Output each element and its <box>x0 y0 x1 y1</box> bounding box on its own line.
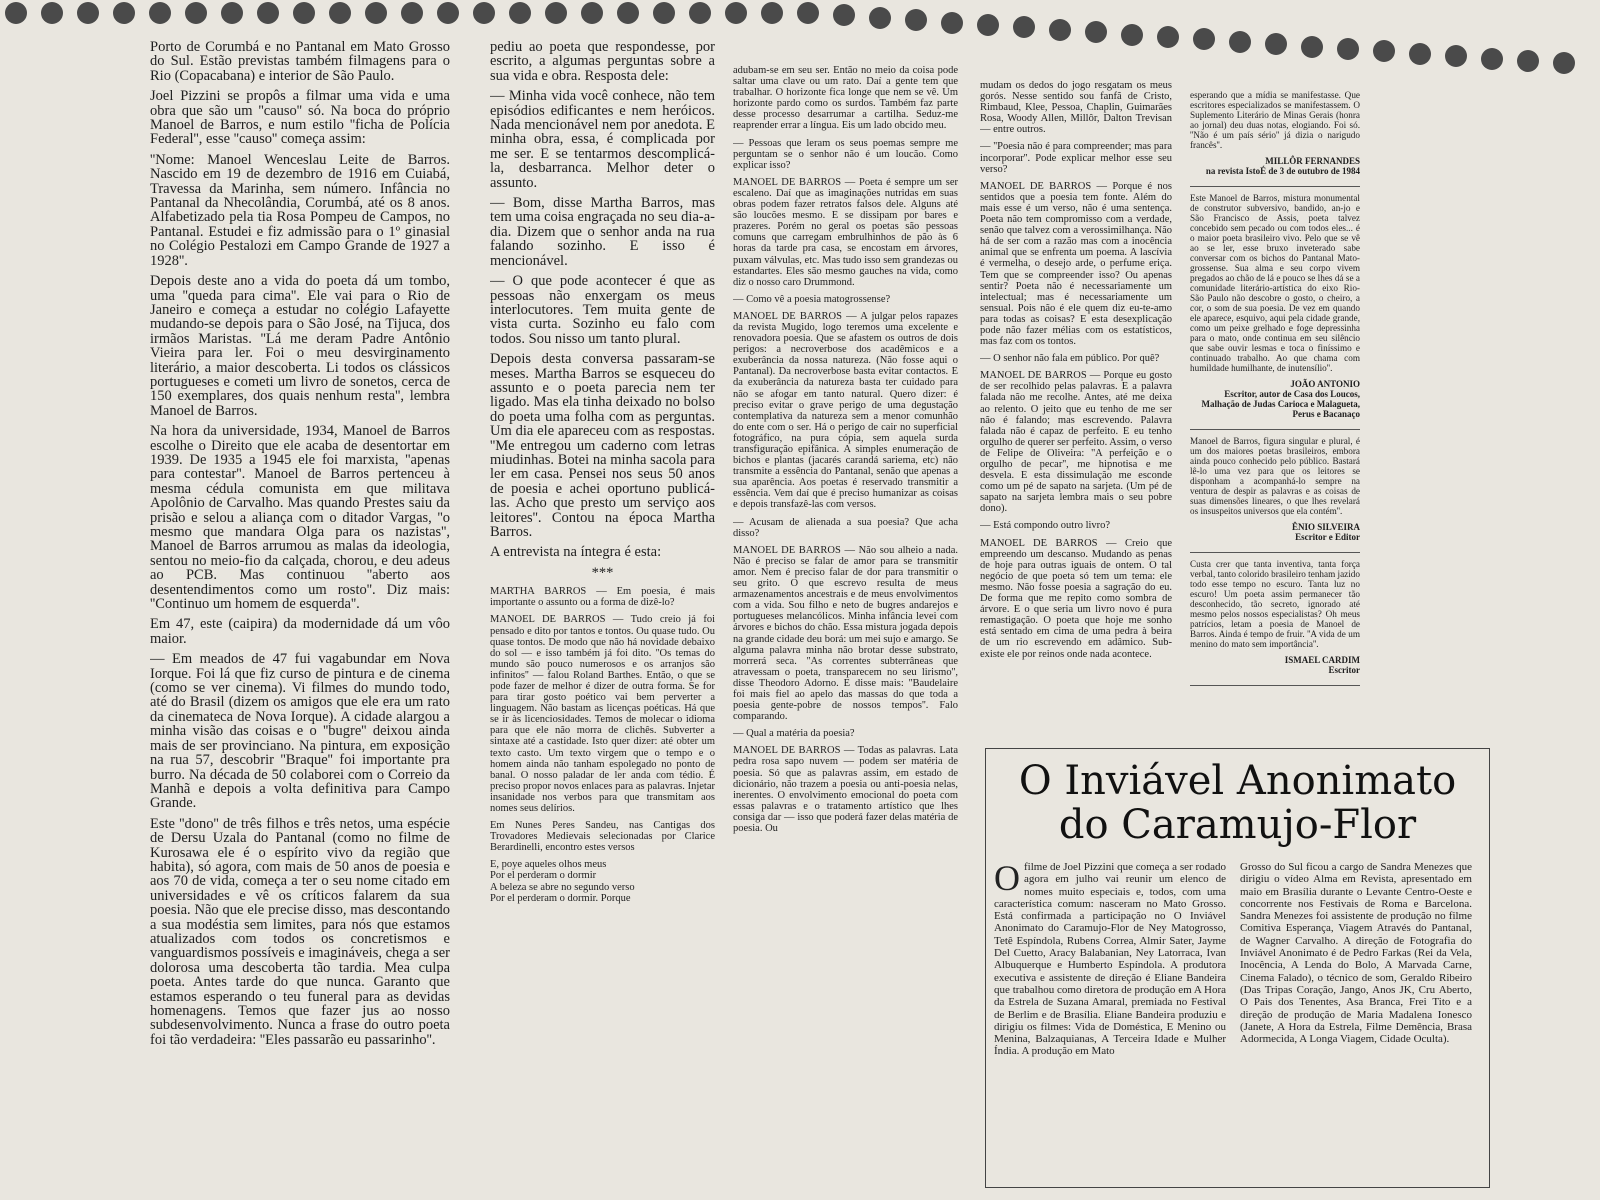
binder-hole <box>185 2 207 24</box>
paragraph: MANOEL DE BARROS — Poeta é sempre um ser escaleno. Daí que as imaginações nutridas em suas obras podem fazer retratos falsos dele. Alguns até são loucões mesmo. E se dissipam por bares e prazeres. Porém no geral os poetas são pessoas comuns que carregam embrulhinhos de pão às 6 horas da tarde pra casa, se encostam em árvores, puxam válvulas, etc. Mas tudo isso sem grandezas ou estandartes. Eles são mesmo gauches na vida, como diz o nosso caro Drummond. <box>733 176 958 288</box>
binder-hole <box>1157 26 1179 48</box>
column-3 <box>733 65 958 1200</box>
paragraph: MANOEL DE BARROS — Não sou alheio a nada. Não é preciso se falar de amor para se transmitir amor. Nem é preciso falar de dor para transmitir o seu grito. O que escrevo resulta de meus armazenamentos ancestrais e de meus envolvimentos com a vida. Sou filho e neto de bugres andarejos e portugueses melancólicos. Minha infância levei com árvores e bichos do chão. Essa mistura jogada depois na grande cidade deu borá: um mei sujo e amargo. Se alguma palavra minha não brotar desse substrato, morrerá seca. ''As correntes subterrâneas que atravessam o poeta, transparecem no seu lirismo'', disse Theodoro Adorno. E disse mais: ''Baudelaire foi mais fiel ao apelo das massas do que toda a poesia gente-pobre de nossos tempos''. Falo comparando. <box>733 544 958 723</box>
binder-hole <box>1049 19 1071 41</box>
binder-hole <box>113 2 135 24</box>
article-headline: O Inviável Anonimato do Caramujo-Flor <box>1018 758 1457 848</box>
binder-hole <box>977 14 999 36</box>
binder-hole <box>797 2 819 24</box>
binder-hole <box>257 2 279 24</box>
article-column-a: Ofilme de Joel Pizzini que começa a ser rodado agora em julho vai reunir um elenco de nomes muito especiais e, todos, com uma característica comum: nasceram no Mato Grosso. Está confirmada a participação no O Inviável Anonimato do Caramujo-Flor de Ney Matogrosso, Tetê Espíndola, Rubens Correa, Almir Sater, Jayme Del Cuetto, Aracy Balabanian, Ney Latorraca, Ivan Albuquerque e Humberto Espíndola. A produtora executiva e assistente de direção é Eliane Bandeira que trabalhou como diretora de produção em A Hora da Estrela de Suzana Amaral, premiada no Festival de Berlim e de Brasília. Eliane Bandeira produziu e dirigiu os filmes: Vida de Doméstica, E Menino ou Menina, Balzaquianas, A Terceira Idade e Mulher Índia. A produção em Mato <box>994 858 1226 1058</box>
quote-signature: JOÃO ANTONIO Escritor, autor de Casa dos Loucos, Malhação de Judas Carioca e Malagueta, Perus e Bacanaço <box>1201 379 1360 419</box>
paragraph: Depois deste ano a vida do poeta dá um tombo, uma ''queda para cima''. Ele vai para o Rio de Janeiro e começa a estudar no colégio Lafayette mudando-se depois para o São José, na Tijuca, dos irmãos Maristas. ''Lá me deram Padre Antônio Vieira para ler. Foi o meu desvirginamento literário, a maior descoberta. Li todos os clássicos portugueses e cometi um livro de sonetos, cerca de 150 exemplares, dos quais nenhum resta'', lembra Manoel de Barros. <box>150 273 450 419</box>
binder-hole <box>41 2 63 24</box>
paragraph: — Qual a matéria da poesia? <box>733 728 855 740</box>
divider <box>1190 186 1360 187</box>
binder-hole <box>689 2 711 24</box>
quote-signature: ISMAEL CARDIM Escritor <box>1284 655 1360 675</box>
binder-hole <box>149 2 171 24</box>
paragraph: MARTHA BARROS — Em poesia, é mais importante o assunto ou a forma de dizê-lo? <box>490 586 715 609</box>
binder-hole <box>1085 21 1107 43</box>
paragraph: — O que pode acontecer é que as pessoas não enxergam os meus interlocutores. Tem muita gente de vista curta. Sozinho eu falo com todos. Sou nisso um tanto plural. <box>490 273 715 347</box>
divider <box>1190 685 1360 686</box>
binder-hole <box>329 2 351 24</box>
paragraph: adubam-se em seu ser. Então no meio da coisa pode saltar uma clave ou um rato. Daí a gente tem que trabalhar. O horizonte fica longe que nem se vê. Um horizonte pardo como os surdos. Também faz parte desse processo desarrumar a cartilha. Seduz-me reaprender errar a língua. Eis um lado obcido meu. <box>733 65 958 132</box>
binder-hole <box>365 2 387 24</box>
paragraph: — Em meados de 47 fui vagabundar em Nova Iorque. Foi lá que fiz curso de pintura e de cinema (como se ver cinema). Vi filmes do mundo todo, até do Brasil (dizem os amigos que ele era um rato da cinemateca de Nova Iorque). A cidade alargou a minha visão das coisas e o ''bugre'' deixou ainda mais de ser provinciano. Na pintura, em exposição na rua 57, descobrir ''Braque'' foi importante pra burro. Na década de 50 colaborei com o Correio da Manhã e depois a volta definitiva para Campo Grande. <box>150 651 450 812</box>
paragraph: — Como vê a poesia matogrossense? <box>733 293 891 305</box>
paragraph: Em 47, este (caipira) da modernidade dá um vôo maior. <box>150 616 450 647</box>
binder-holes <box>0 0 1600 40</box>
featured-article <box>985 748 1490 1188</box>
paragraph: — Está compondo outro livro? <box>980 520 1111 532</box>
binder-hole <box>293 2 315 24</box>
binder-hole <box>473 2 495 24</box>
section-separator: *** <box>591 564 614 581</box>
binder-hole <box>221 2 243 24</box>
paragraph: Em Nunes Peres Sandeu, nas Cantigas dos Trovadores Medievais selecionadas por Clarice Berardinelli, encontro estes versos <box>490 820 715 854</box>
paragraph: MANOEL DE BARROS — Todas as palavras. Lata pedra rosa sapo nuvem — podem ser matéria de poesia. Só que as palavras assim, em estado de dicionário, não trazem a poesia ou anti-poesia nelas, inerentes. O envolvimento emocional do poeta com essas palavras e o tratamento artístico que lhes consiga dar — isso que poderá fazer delas matéria de poesia. Ou <box>733 745 958 834</box>
paragraph: Joel Pizzini se propôs a filmar uma vida e uma obra que são um ''causo'' só. Na boca do próprio Manoel de Barros, e num estilo ''ficha de Polícia Federal'', esse ''causo'' começa assim: <box>150 88 450 148</box>
binder-hole <box>581 2 603 24</box>
paragraph: MANOEL DE BARROS — Tudo creio já foi pensado e dito por tantos e tontos. Ou quase tudo. Ou quase tontos. De modo que não há novidade debaixo do sol — e isso também já foi dito. ''Os temas do mundo são pouco numerosos e os arranjos são infinitos'' — falou Roland Barthes. Então, o que se pode fazer de melhor é dizer de outra forma. Se for para tirar gosto poético vai bem perverter a linguagem. Não bastam as licenças poéticas. Há que se ir às licenciosidades. Temos de molecar o idioma para que ele não morra de clichês. Subverter a sintaxe até a castidade. Isto quer dizer: até obter um texto casto. Um texto virgem que o tempo e o homem ainda não tanham espolegado no ponto de banal. O nosso paladar de ler anda com tédio. É preciso propor novos enlaces para as palavras. Injetar insanidade nos verbos para que transmitam aos nomes seus delírios. <box>490 614 715 814</box>
binder-hole <box>833 4 855 26</box>
paragraph: Porto de Corumbá e no Pantanal em Mato Grosso do Sul. Estão previstas também filmagens para o Rio (Copacabana) e interior de São Paulo. <box>150 40 450 84</box>
binder-hole <box>1229 31 1251 53</box>
binder-hole <box>1445 45 1467 67</box>
paragraph: — Bom, disse Martha Barros, mas tem uma coisa engraçada no seu dia-a-dia. Dizem que o senhor anda na rua falando sozinho. E isso é mencionável. <box>490 195 715 269</box>
binder-hole <box>5 2 27 24</box>
binder-hole <box>1373 40 1395 62</box>
article-column-b: Grosso do Sul ficou a cargo de Sandra Menezes que dirigiu o vídeo Alma em Revista, apresentado em maio em Brasília durante o Levante Centro-Oeste e concorrente nos Festivais de Roma e Barcelona. Sandra Menezes foi assistente de produção no filme Comitiva Esperança, Viagem Através do Pantanal, de Wagner Carvalho. A direção de Fotografia do Inviável Anonimato é de Pedro Farkas (Rei da Vela, Inocência, A Lenda do Bolo, A Marvada Carne, Cinema Falado), o técnico de som, Geraldo Ribeiro (Das Tripas Coração, Jango, Anos JK, Cru Aberto, O Pais dos Tenentes, Asa Branca, Frei Tito e a direção de produção de Maria Madalena Ionesco (Janete, A Hora da Estrela, Filme Demência, Brasa Adormecida, A Longa Viagem, Cidade Oculta). <box>1240 861 1472 1046</box>
paragraph: — O senhor não fala em público. Por quê? <box>980 353 1160 365</box>
binder-hole <box>1481 48 1503 70</box>
divider <box>1190 429 1360 430</box>
quote-text: Manoel de Barros, figura singular e plural, é um dos maiores poetas brasileiros, embora ainda pouco conhecido pelo público. Bastará lê-lo uma vez para que os leitores se disponham a acompanhá-lo sempre na ventura de despir as palavras e as coisas de suas dimensões lineares, o que lhes revelará os insuspeitos universos que ela contém''. <box>1190 436 1360 516</box>
binder-hole <box>905 9 927 31</box>
binder-hole <box>1265 33 1287 55</box>
paragraph: MANOEL DE BARROS — A julgar pelos rapazes da revista Mugido, logo teremos uma excelente e renovadora poesia. Que se afastem os outros de dois perigos: a necroverbose dos acadêmicos e a exuberância da nossa natureza. (Não fosse aqui o Pantanal). Da necroverbose basta evitar contactos. E da exuberância da natureza basta ter cuidado para não se afogar em tanto natural. Quero dizer: é preciso evitar o grave perigo de uma degustação contemplativa da natureza sem a menor comunhão do ente com o ser. Há o perigo de cair no superficial fotográfico, na pura cópia, sem aquela surda transfiguração epifânica. A simples enumeração de bichos e plantas (jacarés carandá sariema, etc) não transmite a essência do Pantanal, senão que apenas a sua aparência. Aos poetas é reservado transmitir a essência. Vem daí que é preciso humanizar as coisas e depois transfazê-las com versos. <box>733 310 958 511</box>
quote-signature: ÊNIO SILVEIRA Escritor e Editor <box>1292 522 1360 542</box>
paragraph: pediu ao poeta que respondesse, por escrito, a algumas perguntas sobre a sua vida e obra. Resposta dele: <box>490 40 715 84</box>
binder-hole <box>545 2 567 24</box>
binder-hole <box>941 12 963 34</box>
binder-hole <box>1517 50 1539 72</box>
column-4 <box>980 80 1172 740</box>
paragraph: MANOEL DE BARROS — Porque é nos sentidos que a poesia tem fonte. Além do mais esse é um verso, não é uma sentença. Poeta não tem compromisso com a verdade, senão que talvez com a verossimilhança. Não há de ser com a razão mas com a inocência animal que se enfrenta um poema. A lascívia é vermelha, o desejo arde, o perfume eriça. Tem que se compreender isso? Ou apenas sentir? Poeta não é necessariamente um intelectual; mas é necessariamente um sensual. Pois não é ele quem diz eu-te-amo para todas as coisas? E esta desexplicação pode não fazer mélias com os estatísticos, mas faz com os tontos. <box>980 180 1172 348</box>
paragraph: — Pessoas que leram os seus poemas sempre me perguntam se o senhor não é um loucão. Como explicar isso? <box>733 137 958 171</box>
binder-hole <box>869 7 891 29</box>
paragraph: Este ''dono'' de três filhos e três netos, uma espécie de Dersu Uzala do Pantanal (como no filme de Kurosawa ele é o espírito vivo da região que habita), só agora, com mais de 50 anos de poesia e aos 70 de vida, começa a ter o seu nome citado em universidades e vê os críticos falarem da sua poesia. Não que ele precise disso, mas descontando a sua modéstia sem limites, para nós que estamos atualizados com todos os concretismos e vanguardismos possíveis e imagináveis, chega a ser dolorosa uma descoberta tão tardia. Mea culpa poeta. Antes tarde do que nunca. Garanto que estamos esperando o teu funeral para as devidas homenagens. Temos que fazer jus ao nosso subdesenvolvimento. Nunca a frase do outro poeta foi tão verdadeira: ''Eles passarão eu passarinho''. <box>150 815 450 1048</box>
binder-hole <box>77 2 99 24</box>
drop-cap-o: O <box>994 858 1020 898</box>
binder-hole <box>437 2 459 24</box>
column-1 <box>150 40 450 1190</box>
binder-hole <box>761 2 783 24</box>
binder-hole <box>509 2 531 24</box>
paragraph: Na hora da universidade, 1934, Manoel de Barros escolhe o Direito que ele acaba de desentortar em 1939. De 1935 a 1945 ele foi marxista, ''apenas para contestar''. Manoel de Barros pertenceu à mesma cédula comunista em que militava Apolônio de Carvalho. Mas quando Prestes saiu da prisão e selou a aliança com o ditador Vargas, ''o mesmo que mandara Olga para os nazistas'', Manoel de Barros arrumou as malas da ideologia, sentou no meio-fio da calçada, chorou, e deu adeus ao PCB. Mas continuou ''aberto aos desentendimentos como um rosto''. Diz mais: ''Continuo um homem de esquerda''. <box>150 423 450 613</box>
quote-text: Custa crer que tanta inventiva, tanta força verbal, tanto colorido brasileiro tenham jazido todo esse tempo no escuro. Tanta luz no escuro! Um poeta assim permanecer tão desconhecido, tão secreto, ignorado até mesmo pelos nossos especialistas? Oh meus patrícios, letam a poesia de Manoel de Barros. Ainda é tempo de fruir. ''A vida de um menino do mato sem importância''. <box>1190 559 1360 649</box>
binder-hole <box>1193 28 1215 50</box>
quote-text: esperando que a mídia se manifestasse. Que escritores especializados se manifestassem. O Suplemento Literário de Minas Gerais (honra ao jornal) deu duas notas, elogiando. Foi só. ''Não é um país sério'' já dizia o narigudo francês''. <box>1190 90 1360 150</box>
paragraph: MANOEL DE BARROS — Porque eu gosto de ser recolhido pelas palavras. E a palavra falada não me recolhe. Antes, até me deixa ao relento. O jeito que eu tenho de me ser não é falando; mas escrevendo. Palavra falada não é capaz de perfeito. E eu tenho orgulho de querer ser perfeito. Assim, o verso de Felipe de Oliveira: ''A perfeição e o orgulho de pecar'', me hipnotisa e me desvela. E esta dissimulação me esconde como um pé de sapato na sarjeta. (Um pé de sapato na sarjeta lembra mais o seu pobre dono). <box>980 370 1172 515</box>
binder-hole <box>1553 52 1575 74</box>
binder-hole <box>1337 38 1359 60</box>
paragraph: Depois desta conversa passaram-se meses. Martha Barros se esqueceu do assunto e o poeta parecia nem ter ligado. Mas ela tinha deixado no bolso do poeta uma folha com as perguntas. Um dia ele apareceu com as respostas. ''Me entregou um caderno com letras miudinhas. Botei na minha sacola para ler em casa. Pensei nos seus 50 anos de poesia e achei oportuno publicá-las. Acho que presto um serviço aos leitores''. Contou na época Martha Barros. <box>490 351 715 540</box>
binder-hole <box>401 2 423 24</box>
paragraph: — Acusam de alienada a sua poesia? Que acha disso? <box>733 516 958 539</box>
binder-hole <box>653 2 675 24</box>
binder-hole <box>1409 43 1431 65</box>
paragraph: — ''Poesia não é para compreender; mas para incorporar''. Pode explicar melhor esse seu verso? <box>980 141 1172 175</box>
binder-hole <box>617 2 639 24</box>
paragraph: A entrevista na íntegra é esta: <box>490 544 662 561</box>
binder-hole <box>1121 24 1143 46</box>
column-5-quotes <box>1190 90 1360 750</box>
binder-hole <box>1013 16 1035 38</box>
quote-signature: MILLÔR FERNANDES na revista IstoÉ de 3 de outubro de 1984 <box>1205 156 1360 176</box>
binder-hole <box>1301 36 1323 58</box>
divider <box>1190 552 1360 553</box>
paragraph: E, poye aqueles olhos meus Por el perderam o dormir A beleza se abre no segundo verso Por el perderam o dormir. Porque <box>490 859 635 904</box>
column-2 <box>490 40 715 1190</box>
quote-text: Este Manoel de Barros, mistura monumental de construtor subversivo, bandido, an-jo e São Francisco de Assis, poeta talvez concebido sem pecado ou com todos eles... é o maior poeta brasileiro vivo. Pelo que se vê ao se ler, esse bruxo inveterado sabe conversar com os bichos do Pantanal Mato-grossense. Sua alma e seu corpo vivem pregados ao chão de lá e pouco se lhes dá se a comunidade literário-artística do eixo Rio-São Paulo não descobre o gosto, o cheiro, a cor, o som de sua poesia. De vez em quando ele aparece, esquivo, aqui pela cidade grande, como um peixe grelhado e foge depressinha para o mato, onde continua em seu silêncio que sabe ouvir lesmas e toca o finíssimo e continuado trabalho. Ao que chama com humildade humilhante, de inutensílio''. <box>1190 193 1360 373</box>
paragraph: mudam os dedos do jogo resgatam os meus gorós. Nesse sentido sou fanfã de Cristo, Rimbaud, Klee, Pessoa, Chaplin, Guimarães Rosa, Woody Allen, Millôr, Dalton Trevisan — entre outros. <box>980 80 1172 136</box>
paragraph: — Minha vida você conhece, não tem episódios edificantes e nem heróicos. Nada mencionável nem por anedota. E minha obra, essa, é complicada por me ser. E se tentarmos descomplicá-la, desbarranca. Melhor deter o assunto. <box>490 88 715 191</box>
article-columns <box>994 858 1481 1058</box>
binder-hole <box>725 2 747 24</box>
paragraph: MANOEL DE BARROS — Creio que empreendo um descanso. Mudando as penas de hoje para outras iguais de ontem. O tal negócio de que poeta só tem um tema: ele mesmo. Não fosse poesia a sagração do eu. De forma que me repito como sombra de árvore. E o que seria um livro novo é pura remastigação. O poeta que hoje me sonho está sentado em cima de uma pedra à beira de um rio escrevendo em adâmico. Sub-existe ele por reinos onde nada acontece. <box>980 537 1172 660</box>
paragraph: ''Nome: Manoel Wenceslau Leite de Barros. Nascido em 19 de dezembro de 1916 em Cuiabá, Travessa da Marinha, sem número. Infância no Pantanal da Nhecolândia, Corumbá, até os 8 anos. Alfabetizado pela tia Rosa Pompeu de Campos, no Pantanal. Estudei e fiz admissão para o 1º ginasial no Colégio Pestalozi em Campo Grande de 1927 a 1928''. <box>150 151 450 269</box>
